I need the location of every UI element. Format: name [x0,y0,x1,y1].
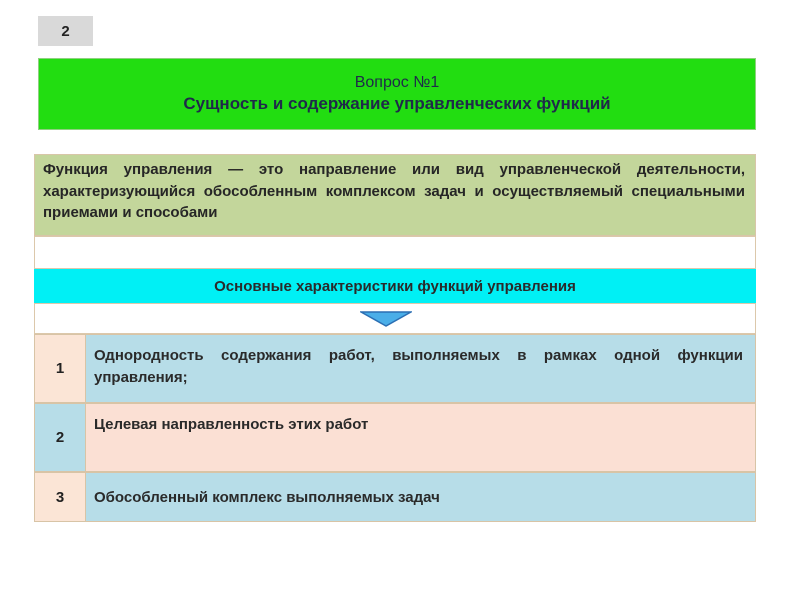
header-box [38,58,756,130]
chevron-down-icon [360,311,412,327]
list-item [34,472,756,522]
list-item [34,334,756,403]
question-label: Вопрос №1 [354,74,440,91]
definition-text: Функция управления — это направление или вид управленческой деятельности, характеризующийся обособленным комплексом задач и осуществляемый специальными приемами и способами [34,154,756,236]
list-item [34,403,756,472]
item-text: Однородность содержания работ, выполняемых в рамках одной функции управления; [86,335,755,402]
characteristics-title: Основные характеристики функций управления [34,269,756,303]
item-number: 1 [35,335,86,402]
spacer-row [34,236,756,269]
item-text: Целевая направленность этих работ [86,404,755,471]
item-number: 3 [35,473,86,521]
item-text: Обособленный комплекс выполняемых задач [86,473,755,521]
slide-number: 2 [38,16,93,46]
item-number: 2 [35,404,86,471]
header-subtitle: Сущность и содержание управленческих функций [183,94,611,113]
